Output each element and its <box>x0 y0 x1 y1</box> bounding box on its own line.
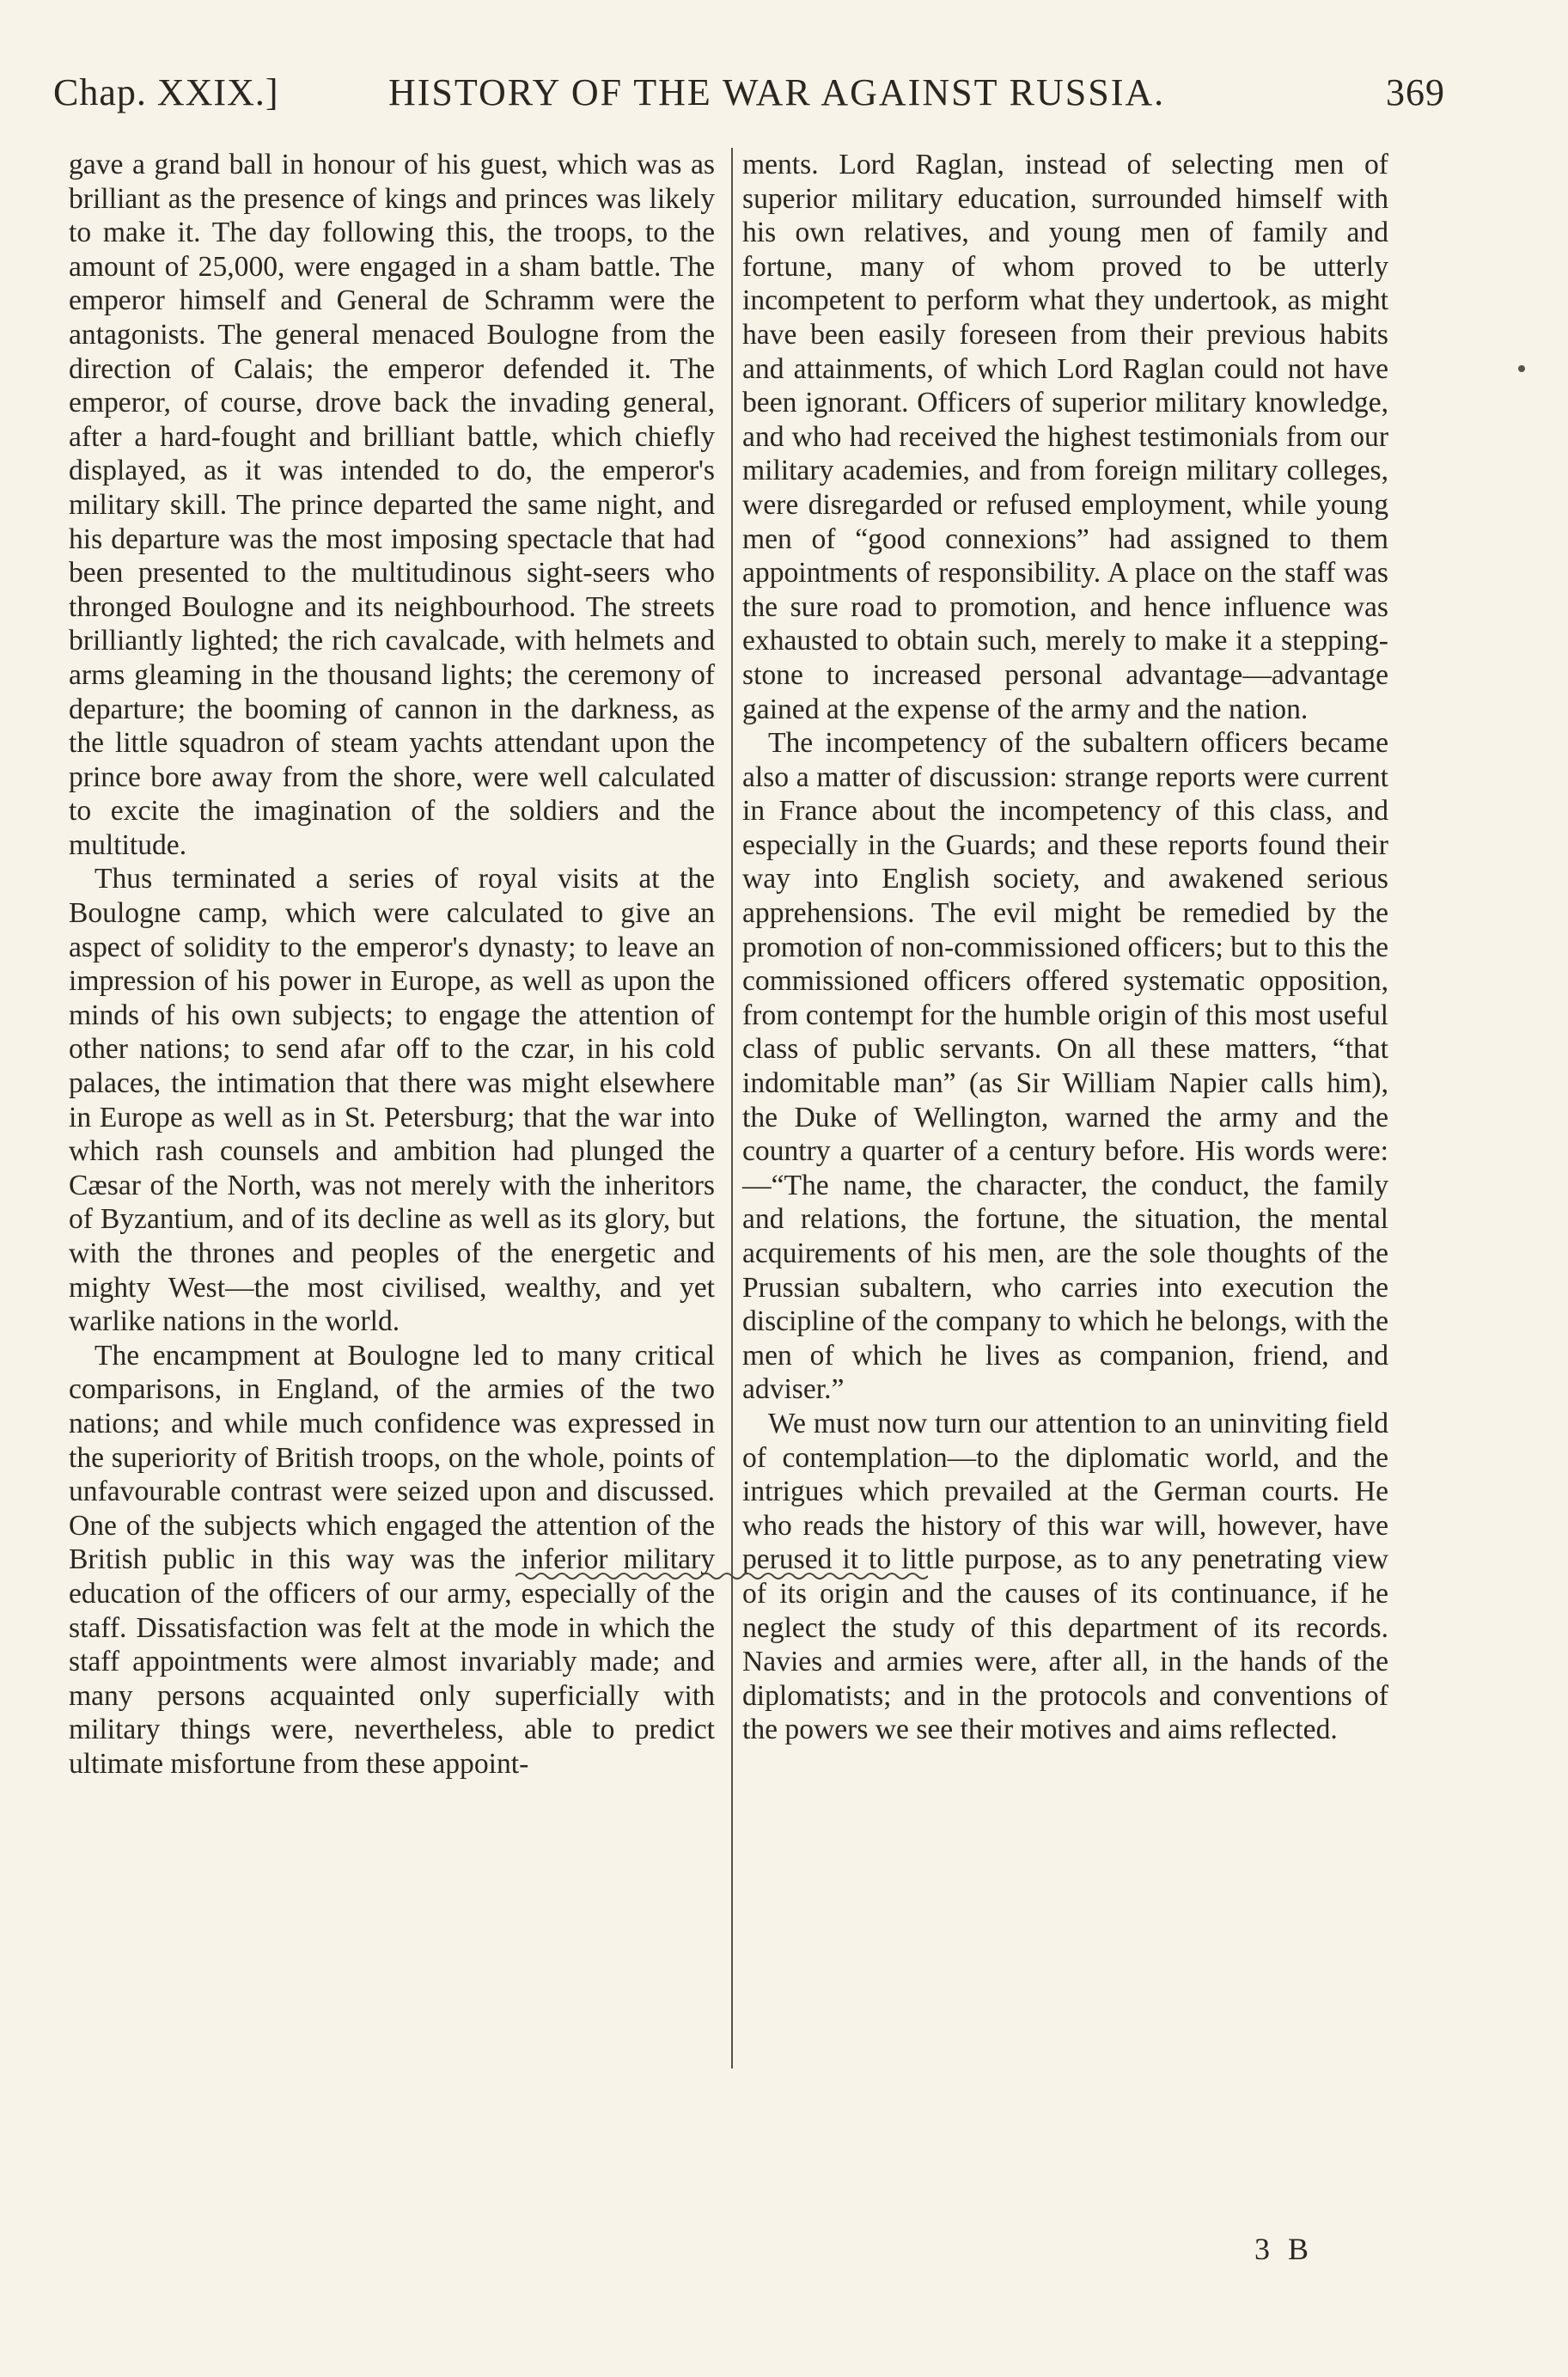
paragraph: Thus terminated a series of royal visits at the Boulogne camp, which were calculated to give an aspect of solidity to the emperor's dynasty; to leave an impression of his power in Europe, as well as upon the minds of his own subjects; to engage the attention of other nations; to send afar off to the czar, in his cold palaces, the intimation that there was might elsewhere in Europe as well as in St. Petersburg; that the war into which rash counsels and ambition had plunged the Cæsar of the North, was not merely with the inheritors of Byzantium, and of its decline as well as its glory, but with the thrones and peoples of the energetic and mighty West—the most civilised, wealthy, and yet warlike nations in the world. <box>69 863 715 1338</box>
right-column <box>742 148 1388 1747</box>
signature-mark: 3 B <box>1254 2232 1315 2266</box>
running-title: HISTORY OF THE WAR AGAINST RUSSIA. <box>388 71 1166 113</box>
running-header <box>53 70 1445 131</box>
margin-speck <box>1518 365 1525 372</box>
column-divider <box>731 148 733 2068</box>
paragraph: The encampment at Boulogne led to many critical comparisons, in England, of the armies of the two nations; and while much confidence was expressed in the superiority of British troops, on the whole, points of unfavourable contrast were seized upon and discussed. One of the subjects which engaged the attention of the British public in this way was the inferior military education of the officers of our army, especially of the staff. Dissatisfaction was felt at the mode in which the staff appointments were almost invariably made; and many persons acquainted only superficially with military things were, nevertheless, able to predict ultimate misfortune from these appoint- <box>69 1339 715 1780</box>
page-number: 369 <box>1386 71 1445 113</box>
paragraph: gave a grand ball in honour of his guest, which was as brilliant as the presence of kings and princes was likely to make it. The day following this, the troops, to the amount of 25,000, were engaged in a sham battle. The emperor himself and General de Schramm were the antagonists. The general menaced Boulogne from the direction of Calais; the emperor defended it. The emperor, of course, drove back the invading general, after a hard-fought and brilliant battle, which chiefly displayed, as it was intended to do, the emperor's military skill. The prince departed the same night, and his departure was the most imposing spectacle that had been presented to the multitudinous sight-seers who thronged Boulogne and its neighbourhood. The streets brilliantly lighted; the rich cavalcade, with helmets and arms gleaming in the thousand lights; the ceremony of departure; the booming of cannon in the darkness, as the little squadron of steam yachts attendant upon the prince bore away from the shore, were well calculated to excite the imagination of the soldiers and the multitude. <box>69 149 715 861</box>
chapter-label: Chap. XXIX.] <box>53 71 279 113</box>
paragraph: ments. Lord Raglan, instead of selecting men of superior military education, surrounded himself with his own relatives, and young men of family and fortune, many of whom proved to be utterly incompetent to perform what they undertook, as might have been easily foreseen from their previous habits and attainments, of which Lord Raglan could not have been ignorant. Officers of superior military knowledge, and who had received the highest testimonials from our military academies, and from foreign military colleges, were disregarded or refused employment, while young men of “good connexions” had assigned to them appointments of responsibility. A place on the staff was the sure road to promotion, and hence influence was exhausted to obtain such, merely to make it a stepping-stone to increased personal advantage—advantage gained at the expense of the army and the nation. <box>742 149 1388 725</box>
paragraph: We must now turn our attention to an uninviting field of contemplation—to the diplomatic world, and the intrigues which prevailed at the German courts. He who reads the history of this war will, however, have perused it to little purpose, as to any penetrating view of its origin and the causes of its continuance, if he neglect the study of this department of its records. Navies and armies were, after all, in the hands of the diplomatists; and in the protocols and conventions of the powers we see their motives and aims reflected. <box>742 1407 1388 1746</box>
left-column <box>69 148 715 1781</box>
paragraph: The incompetency of the subaltern officers became also a matter of discussion: strange reports were current in France about the incompetency of this class, and especially in the Guards; and these reports found their way into English society, and awakened serious apprehensions. The evil might be remedied by the promotion of non-commissioned officers; but to this the commissioned officers offered systematic opposition, from contempt for the humble origin of this most useful class of public servants. On all these matters, “that indomitable man” (as Sir William Napier calls him), the Duke of Wellington, warned the army and the country a quarter of a century before. His words were:—“The name, the character, the conduct, the family and relations, the fortune, the situation, the mental acquirements of his men, are the sole thoughts of the Prussian subaltern, who carries into execution the discipline of the company to which he belongs, with the men of which he lives as companion, friend, and adviser.” <box>742 727 1388 1406</box>
wavy-rule-ornament <box>516 1569 928 1583</box>
